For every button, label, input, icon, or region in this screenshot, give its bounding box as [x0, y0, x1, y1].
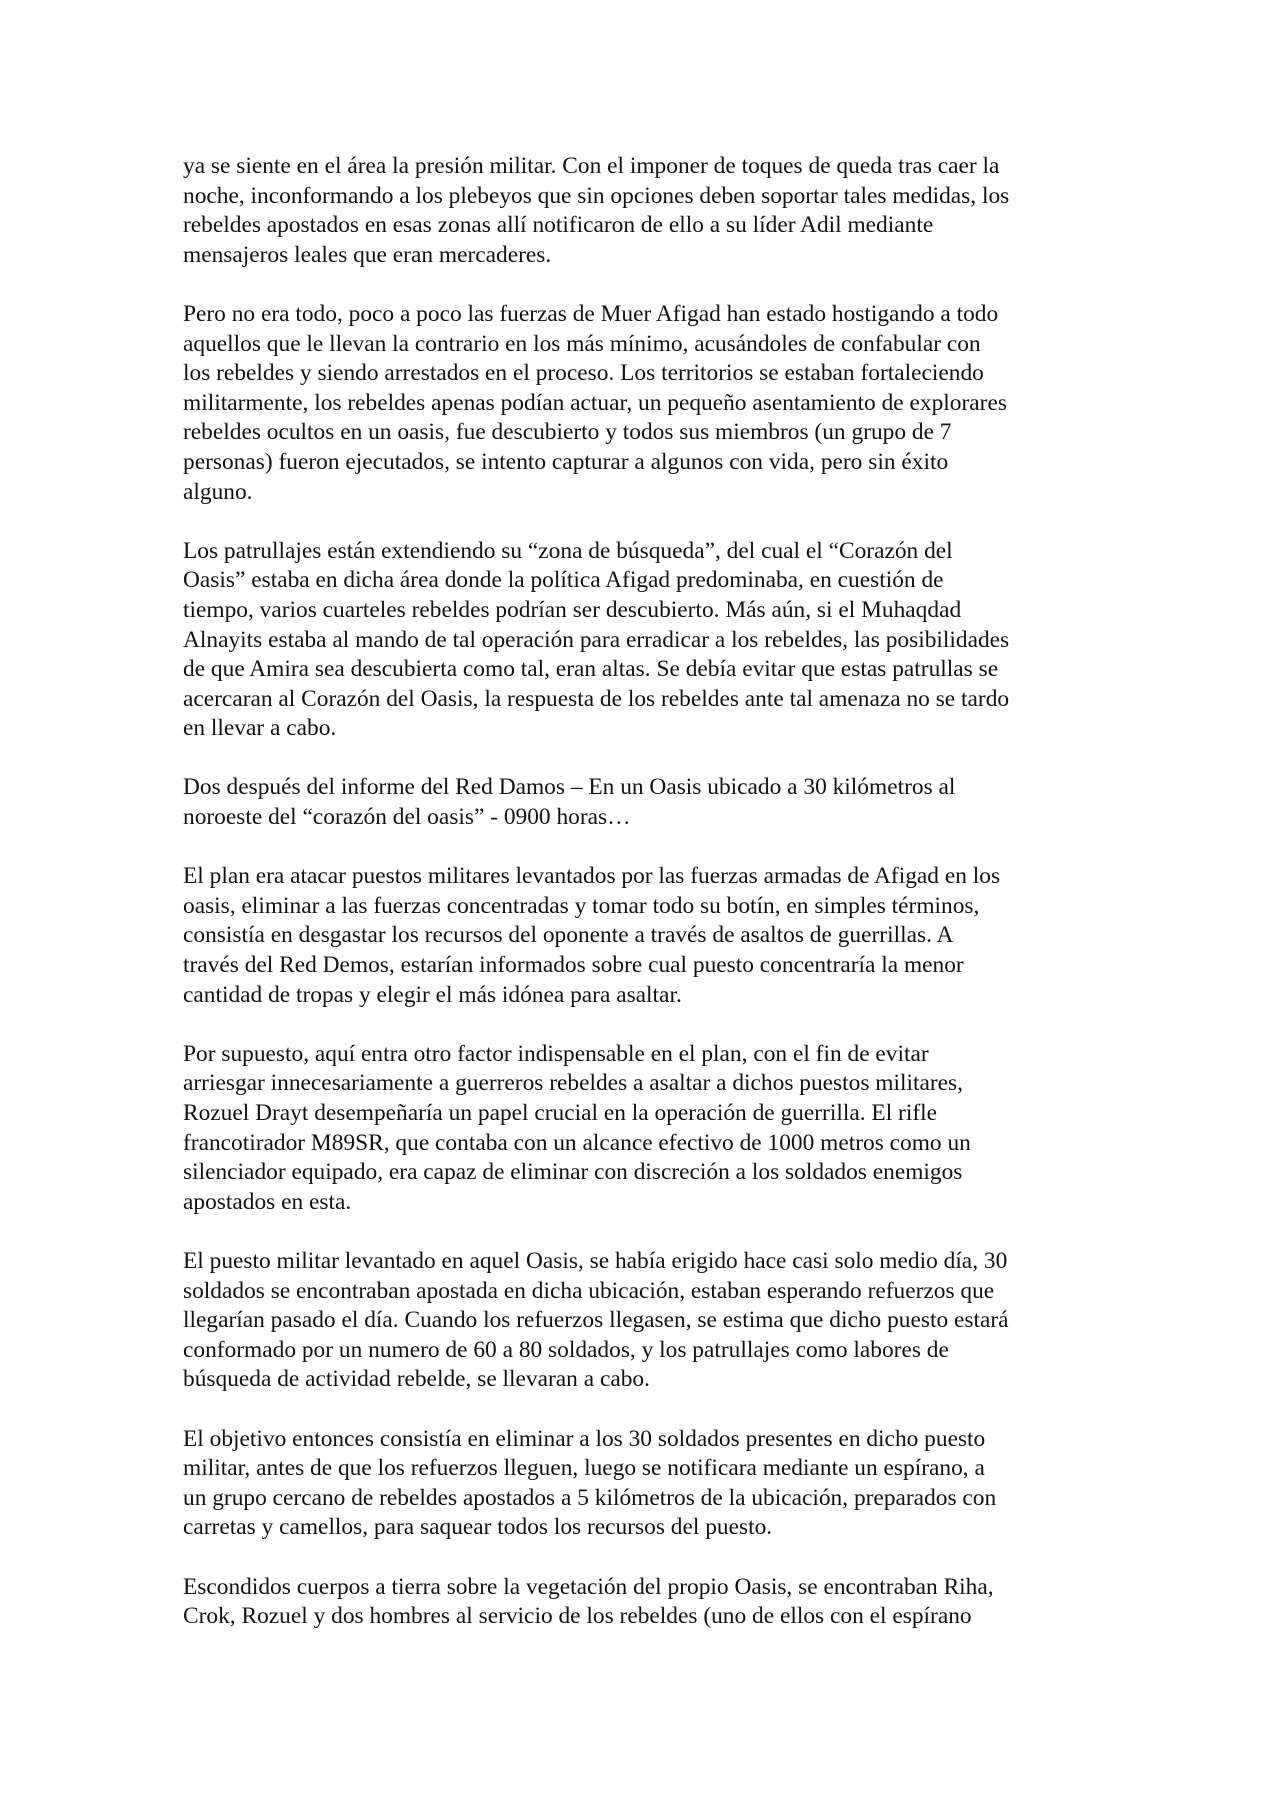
document-body — [183, 152, 1098, 1661]
paragraph — [183, 1247, 1098, 1395]
text-line: Rozuel Drayt desempeñaría un papel crucial en la operación de guerrilla. El rifle — [183, 1100, 938, 1126]
text-line: búsqueda de actividad rebelde, se llevaran a cabo. — [183, 1366, 650, 1393]
text-line: carretas y camellos, para saquear todos los recursos del puesto. — [183, 1514, 773, 1541]
text-line: conformado por un numero de 60 a 80 soldados, y los patrullajes como labores de — [183, 1336, 949, 1363]
text-line: cantidad de tropas y elegir el más idónea para asaltar. — [183, 981, 682, 1008]
text-line: consistía en desgastar los recursos del oponente a través de asaltos de guerrillas. A — [183, 922, 954, 949]
paragraph — [183, 773, 1098, 832]
text-line: noroeste del “corazón del oasis” - 0900 horas… — [183, 804, 631, 831]
text-line: en llevar a cabo. — [183, 715, 337, 742]
text-line: Pero no era todo, poco a poco las fuerzas de Muer Afigad han estado hostigando a todo — [183, 300, 999, 327]
text-line: El puesto militar levantado en aquel Oasis, se había erigido hace casi solo medio día, 30 — [183, 1247, 1008, 1274]
text-line: rebeldes ocultos en un oasis, fue descubierto y todos sus miembros (un grupo de 7 — [183, 419, 952, 446]
text-line: silenciador equipado, era capaz de eliminar con discreción a los soldados enemigos — [183, 1159, 963, 1186]
text-line: de que Amira sea descubierta como tal, eran altas. Se debía evitar que estas patrullas se — [183, 656, 999, 683]
text-line: El plan era atacar puestos militares levantados por las fuerzas armadas de Afigad en los — [183, 863, 1001, 890]
text-line: los rebeldes y siendo arrestados en el proceso. Los territorios se estaban fortaleciendo — [183, 360, 984, 387]
text-line: ya se siente en el área la presión militar. Con el imponer de toques de queda tras caer la — [183, 153, 1000, 179]
text-line: mensajeros leales que eran mercaderes. — [183, 241, 552, 268]
text-line: apostados en esta. — [183, 1188, 352, 1215]
text-line: Los patrullajes están extendiendo su “zona de búsqueda”, del cual el “Corazón del — [183, 537, 953, 564]
paragraph — [183, 1040, 1098, 1218]
text-line: llegarían pasado el día. Cuando los refuerzos llegasen, se estima que dicho puesto estará — [183, 1307, 1009, 1334]
text-line: través del Red Demos, estarían informados sobre cual puesto concentraría la menor — [183, 952, 964, 979]
text-line: rebeldes apostados en esas zonas allí notificaron de ello a su líder Adil mediante — [183, 212, 934, 239]
text-line: arriesgar innecesariamente a guerreros rebeldes a asaltar a dichos puestos militares, — [183, 1070, 963, 1097]
text-line: francotirador M89SR, que contaba con un alcance efectivo de 1000 metros como un — [183, 1129, 971, 1156]
text-line: acercaran al Corazón del Oasis, la respuesta de los rebeldes ante tal amenaza no se tardo — [183, 685, 1010, 712]
text-line: oasis, eliminar a las fuerzas concentradas y tomar todo su botín, en simples términos, — [183, 892, 980, 919]
text-line: Alnayits estaba al mando de tal operación para erradicar a los rebeldes, las posibilidades — [183, 626, 1010, 653]
text-line: un grupo cercano de rebeldes apostados a 5 kilómetros de la ubicación, preparados con — [183, 1484, 997, 1511]
text-line: militarmente, los rebeldes apenas podían actuar, un pequeño asentamiento de explorares — [183, 389, 1007, 416]
text-line: alguno. — [183, 478, 253, 505]
text-line: militar, antes de que los refuerzos lleguen, luego se notificara mediante un espírano, a — [183, 1455, 985, 1482]
text-line: soldados se encontraban apostada en dicha ubicación, estaban esperando refuerzos que — [183, 1277, 995, 1304]
text-line: El objetivo entonces consistía en eliminar a los 30 soldados presentes en dicho puesto — [183, 1425, 986, 1452]
text-line: Escondidos cuerpos a tierra sobre la vegetación del propio Oasis, se encontraban Riha, — [183, 1573, 994, 1600]
text-line: tiempo, varios cuarteles rebeldes podrían ser descubierto. Más aún, si el Muhaqdad — [183, 596, 962, 623]
text-line: aquellos que le llevan la contrario en los más mínimo, acusándoles de confabular con — [183, 330, 981, 357]
paragraph — [183, 1425, 1098, 1543]
paragraph — [183, 537, 1098, 744]
paragraph — [183, 152, 1098, 270]
text-line: Crok, Rozuel y dos hombres al servicio de los rebeldes (uno de ellos con el espírano — [183, 1603, 972, 1630]
text-line: personas) fueron ejecutados, se intento capturar a algunos con vida, pero sin éxito — [183, 448, 949, 475]
text-line: Dos después del informe del Red Damos – En un Oasis ubicado a 30 kilómetros al — [183, 774, 956, 801]
paragraph — [183, 862, 1098, 1010]
paragraph — [183, 300, 1098, 507]
text-line: noche, inconformando a los plebeyos que sin opciones deben soportar tales medidas, los — [183, 182, 1010, 209]
text-line: Por supuesto, aquí entra otro factor indispensable en el plan, con el fin de evitar — [183, 1040, 929, 1067]
paragraph — [183, 1573, 1098, 1632]
text-line: Oasis” estaba en dicha área donde la política Afigad predominaba, en cuestión de — [183, 567, 944, 594]
